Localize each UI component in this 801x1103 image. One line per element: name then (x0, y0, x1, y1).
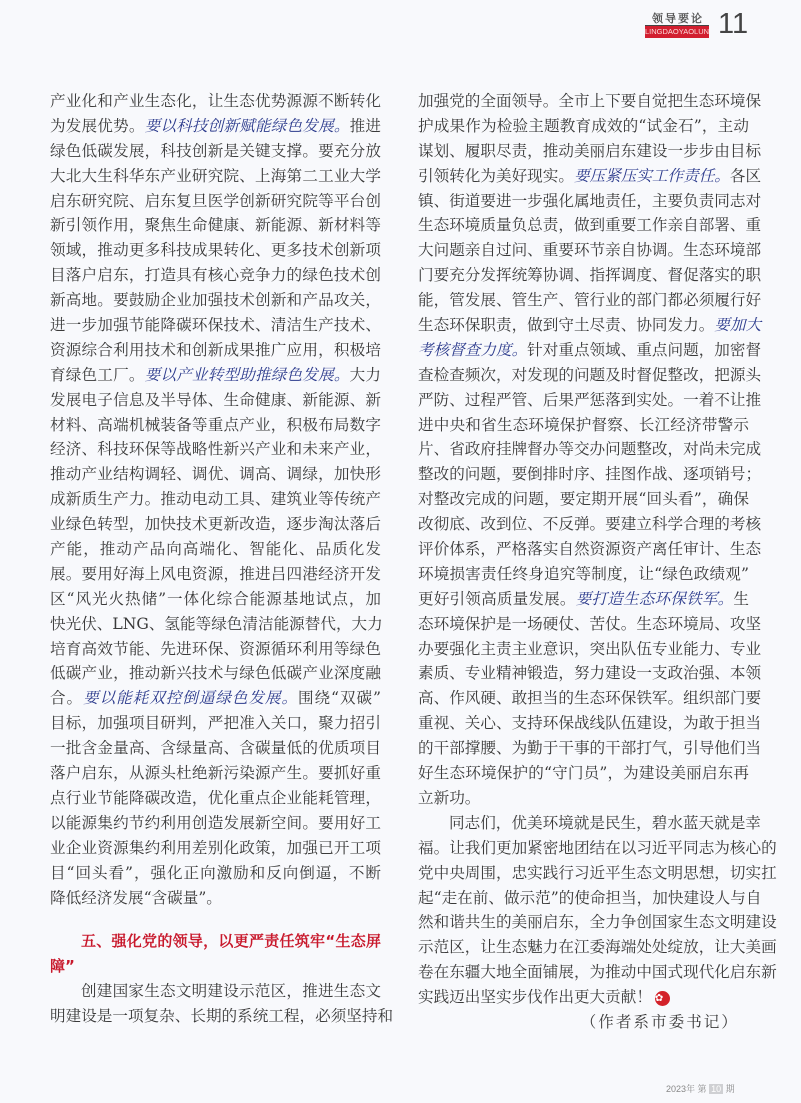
body-text: 能，管发展、管生产、管行业的部门都必须履行好 (418, 291, 762, 310)
body-text: 育绿色工厂。 (50, 365, 145, 384)
text-line (418, 89, 762, 114)
body-text: 一批含金量高、含绿量高、含碳量低的优质项目 (50, 739, 381, 758)
text-line (50, 114, 381, 139)
text-line (418, 388, 762, 413)
end-mark-seal-icon: ✿ (655, 991, 670, 1006)
body-text: 推进 (349, 116, 381, 135)
text-line (418, 612, 762, 637)
body-text: 围绕“双碳” (297, 689, 381, 708)
body-text: 更好引领高质量发展。 (418, 589, 576, 608)
emphasis-phrase: 要以产业转型助推绿色发展。 (144, 365, 350, 384)
body-text: 党中央周围，忠实践行习近平生态文明思想，切实扛 (418, 863, 777, 882)
body-text: 区“风光火热储”一体化综合能源基地试点，加 (50, 589, 381, 608)
body-text: 展。要用好海上风电资源，推进吕四港经济开发 (50, 564, 381, 583)
footer-qi: 期 (725, 1084, 735, 1094)
body-text: 办要强化主责主业意识，突出队伍专业能力、专业 (418, 639, 762, 658)
text-line (418, 164, 762, 189)
text-line (418, 413, 749, 438)
body-text: 新引领作用，聚焦生命健康、新能源、新材料等 (50, 216, 381, 235)
author-note (418, 1010, 749, 1035)
text-line (50, 213, 381, 238)
text-line (418, 960, 777, 985)
section-heading-line (50, 929, 381, 954)
body-text: 素质、专业精神锻造，努力建设一支政治强、本领 (418, 664, 762, 683)
body-text: 片、省政府挂牌督办等交办问题整改，对尚未完成 (418, 440, 762, 459)
text-line (50, 786, 381, 811)
text-line (418, 487, 749, 512)
text-line (50, 313, 381, 338)
body-text: 为发展优势。 (50, 116, 145, 135)
text-line (50, 363, 381, 388)
body-text: 门要充分发挥统筹协调、指挥调度、督促落实的职 (418, 266, 762, 285)
text-line (418, 338, 762, 363)
text-line (50, 388, 381, 413)
text-line (418, 836, 777, 861)
body-text: 改彻底、改到位、不反弹。要建立科学合理的考核 (418, 515, 762, 534)
body-text: 生态环境质量负总责，做到重要工作亲自部署、重 (418, 216, 762, 235)
body-text: 同志们，优美环境就是民生，碧水蓝天就是幸 (449, 813, 761, 832)
body-text: 培育高效节能、先进环保、资源循环利用等绿色 (50, 639, 381, 658)
body-text: 生态环保职责，做到守土尽责、协同发力。 (418, 316, 715, 335)
body-text: 示范区，让生态魅力在江委海端处处绽放，让大美画 (418, 938, 777, 957)
text-line (50, 979, 381, 1004)
text-line (418, 736, 762, 761)
text-line (50, 338, 381, 363)
text-line (50, 487, 381, 512)
text-line (50, 263, 381, 288)
text-line (418, 189, 762, 214)
text-line (418, 886, 762, 911)
body-text: 态环境保护是一场硬仗、苦仗。生态环境局、攻坚 (418, 614, 762, 633)
body-text: 启东研究院、启东复旦医学创新研究院等平台创 (50, 191, 381, 210)
body-text: 立新功。 (418, 788, 481, 807)
body-text: 资源综合利用技术和创新成果推广应用，积极培 (50, 340, 381, 359)
body-text: 查检查频次，对发现的问题及时督促整改，把源头 (418, 365, 762, 384)
body-text: 领域，推动更多科技成果转化、更多技术创新项 (50, 241, 381, 260)
body-text: 各区 (729, 166, 762, 185)
body-text: 降低经济发展“含碳量”。 (50, 888, 222, 907)
body-text: （作者系市委书记） (580, 1012, 739, 1031)
page-number: 11 (718, 8, 749, 40)
body-text: 目标，加强项目研判，严把准入关口，聚力招引 (50, 714, 381, 733)
emphasis-phrase: 要压紧压实工作责任。 (573, 166, 730, 185)
emphasis-phrase: 要以科技创新赋能绿色发展。 (144, 116, 350, 135)
body-text: 推动产业结构调轻、调优、调高、调绿，加快形 (50, 465, 381, 484)
text-line (418, 562, 749, 587)
body-text: 镇、街道要进一步强化属地责任，主要负责同志对 (418, 191, 762, 210)
body-text: 好生态环境保护的“守门员”，为建设美丽启东再 (418, 764, 749, 783)
body-text: 发展电子信息及半导体、生命健康、新能源、新 (50, 390, 381, 409)
text-line (418, 637, 762, 662)
body-text: 目落户启东，打造具有核心竞争力的绿色技术创 (50, 266, 381, 285)
text-line (50, 761, 381, 786)
left-column (50, 89, 394, 1029)
text-line (50, 637, 381, 662)
text-line (418, 139, 762, 164)
text-line (418, 811, 761, 836)
body-text: 以能源集约节约利用创造发展新空间。要用好工 (50, 813, 381, 832)
text-line (50, 238, 381, 263)
section-gap (50, 910, 381, 929)
text-line (418, 313, 762, 338)
text-line (50, 886, 381, 911)
body-text: 进一步加强节能降碳环保技术、清洁生产技术、 (50, 316, 381, 335)
body-text: 然和谐共生的美丽启东，全力争创国家生态文明建设 (418, 913, 777, 932)
text-line (50, 811, 381, 836)
page-footer (666, 1082, 735, 1095)
text-line (418, 512, 762, 537)
text-line (418, 686, 762, 711)
text-line (418, 238, 762, 263)
text-line (50, 736, 381, 761)
body-text: 大北大生科华东产业研究院、上海第二工业大学 (50, 166, 381, 185)
body-text: 材料、高端机械装备等重点产业，积极布局数字 (50, 415, 381, 434)
body-text: 业企业资源集约利用差别化政策，加强已开工项 (50, 838, 381, 857)
body-text: 严防、过程严管、后果严惩落到实处。一着不让推 (418, 390, 762, 409)
text-line (418, 462, 762, 487)
emphasis-phrase: 要以能耗双控倒逼绿色发展。 (83, 689, 298, 708)
text-line (418, 761, 749, 786)
footer-di: 第 (697, 1084, 707, 1094)
text-line (50, 1004, 394, 1029)
emphasis-phrase: 要加大 (714, 316, 762, 335)
text-line (418, 437, 762, 462)
body-text: 加强党的全面领导。全市上下要自觉把生态环境保 (418, 92, 762, 110)
right-column (418, 89, 777, 1035)
text-line (50, 686, 381, 711)
body-text: 大力 (349, 365, 381, 384)
text-line (50, 288, 381, 313)
body-text: 经济、科技环保等战略性新兴产业和未来产业， (50, 440, 381, 459)
column-pinyin-bar: LINGDAOYAOLUN (645, 27, 710, 36)
body-text: 快光伏、LNG、氢能等绿色清洁能源替代，大力 (50, 614, 383, 633)
issue-number: 10 (711, 1084, 722, 1094)
text-line (418, 910, 777, 935)
text-line (50, 89, 381, 114)
text-line (50, 537, 381, 562)
text-line (50, 437, 381, 462)
body-text: 成新质生产力。推动电动工具、建筑业等传统产 (50, 490, 381, 509)
section-heading-line (50, 954, 381, 979)
text-line (418, 213, 762, 238)
text-line (418, 537, 762, 562)
body-text: 目“回头看”，强化正向激励和反向倒逼，不断 (50, 863, 381, 882)
body-text: 谋划、履职尽责，推动美丽启东建设一步步由目标 (418, 141, 762, 160)
section-heading: 五、强化党的领导，以更严责任筑牢“生态屏 (81, 932, 381, 951)
text-line (50, 512, 381, 537)
body-text: 实践迈出坚实步伐作出更大贡献！ (418, 988, 652, 1007)
text-line (418, 786, 749, 811)
body-text: 大问题亲自过问、重要环节亲自协调。生态环境部 (418, 241, 762, 260)
text-line (418, 114, 749, 139)
text-line (50, 711, 381, 736)
body-text: 生 (733, 589, 750, 608)
body-text: 的干部撑腰、为勤于干事的干部打气，引导他们当 (418, 739, 762, 758)
body-text: 对整改完成的问题，要定期开展“回头看”，确保 (418, 490, 749, 509)
body-text: 绿色低碳发展，科技创新是关键支撑。要充分放 (50, 141, 381, 160)
body-text: 福。让我们更加紧密地团结在以习近平同志为核心的 (418, 838, 777, 857)
text-line (50, 612, 381, 637)
emphasis-phrase: 考核督查力度。 (418, 340, 528, 359)
text-line (418, 363, 762, 388)
body-text: 进中央和省生态环境保护督察、长江经济带警示 (418, 415, 749, 434)
body-text: 评价体系，严格落实自然资源资产离任审计、生态 (418, 540, 762, 559)
body-text: 针对重点领域、重点问题，加密督 (527, 340, 762, 359)
text-line (418, 861, 777, 886)
body-text: 新高地。要鼓励企业加强技术创新和产品攻关， (50, 291, 381, 310)
text-line (50, 562, 381, 587)
text-line (50, 189, 381, 214)
body-text: 高、作风硬、敢担当的生态环保铁军。组织部门要 (418, 689, 762, 708)
text-line (50, 164, 381, 189)
body-text: 低碳产业，推动新兴技术与绿色低碳产业深度融 (50, 664, 381, 683)
text-line (418, 711, 762, 736)
text-line (50, 587, 381, 612)
body-text: 点行业节能降碳改造，优化重点企业能耗管理， (50, 788, 381, 807)
body-text: 业绿色转型，加快技术更新改造，逐步淘汰落后 (50, 515, 381, 534)
body-text: 落户启东，从源头杜绝新污染源产生。要抓好重 (50, 764, 381, 783)
body-text: 创建国家生态文明建设示范区，推进生态文 (81, 982, 381, 1001)
column-title: 领导要论 (652, 12, 704, 25)
body-text: 产能，推动产品向高端化、智能化、品质化发 (50, 540, 381, 559)
body-text: 整改的问题，要倒排时序、挂图作战、逐项销号； (418, 465, 762, 484)
text-line (50, 661, 381, 686)
body-text: 环境损害责任终身追究等制度，让“绿色政绩观” (418, 564, 749, 583)
footer-year: 2023年 (666, 1084, 696, 1094)
section-heading: 障” (50, 957, 75, 976)
body-text: 护成果作为检验主题教育成效的“试金石”，主动 (418, 116, 749, 135)
body-text: 卷在东疆大地全面铺展，为推动中国式现代化启东新 (418, 963, 777, 982)
text-line (50, 836, 381, 861)
text-line (418, 263, 762, 288)
text-line (50, 413, 381, 438)
text-line (418, 985, 749, 1010)
text-line (50, 139, 381, 164)
body-text: 产业化和产业生态化，让生态优势源源不断转化 (50, 92, 381, 110)
text-line (418, 288, 762, 313)
body-text: 起“走在前、做示范”的使命担当，加快建设人与自 (418, 888, 762, 907)
text-line (50, 861, 381, 886)
text-line (418, 661, 762, 686)
body-text: 合。 (50, 689, 84, 708)
emphasis-phrase: 要打造生态环保铁军。 (575, 589, 734, 608)
body-text: 重视、关心、支持环保战线队伍建设，为敢于担当 (418, 714, 762, 733)
text-line (50, 462, 381, 487)
text-line (418, 935, 777, 960)
text-line (418, 587, 749, 612)
body-text: 引领转化为美好现实。 (418, 166, 574, 185)
body-text: 明建设是一项复杂、长期的系统工程，必须坚持和 (50, 1007, 394, 1026)
